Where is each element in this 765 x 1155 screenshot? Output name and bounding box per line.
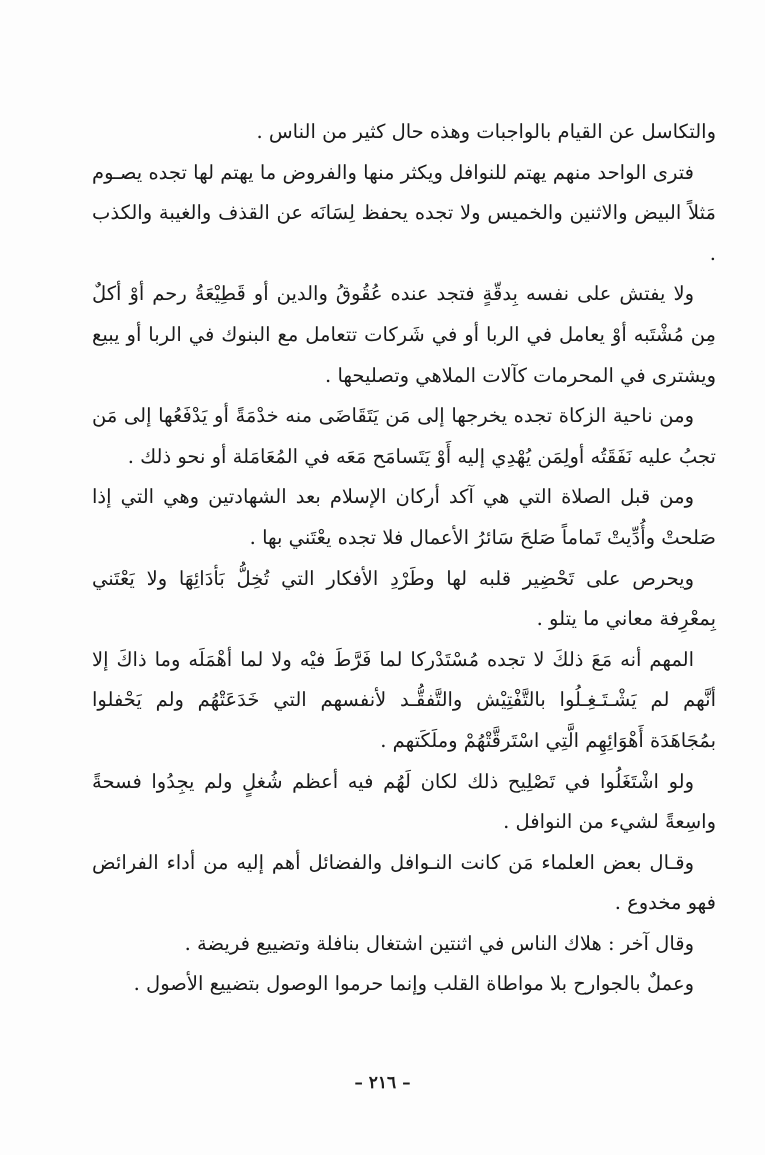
- paragraph: وقـال بعض العلماء مَن كانت النـوافل والفضائل أهم إليه من أداء الفرائض فهو مخدوع .: [92, 850, 716, 915]
- paragraph: ولا يفتش على نفسه بِدقّةٍ فتجد عنده عُقُوقُ والدين أو قَطِيْعَةُ رحم أوْ أكلٌ مِن مُشْتَبه أوْ يعامل في الربا أو في شَركات تتعامل مع البنوك في الربا أو يبيع ويشترى في المحرمات كآلات الملاهي وتصليحها .: [92, 282, 716, 387]
- paragraph: وقال آخر : هلاك الناس في اثنتين اشتغال بنافلة وتضييع فريضة .: [184, 931, 694, 955]
- paragraph: ولو اشْتَغَلُوا في تَصْلِيح ذلك لكان لَهُم فيه أعظم شُغلٍ ولم يجِدُوا فسحةً واسِعةً لشيء من النوافل .: [92, 769, 716, 834]
- paragraph: والتكاسل عن القيام بالواجبات وهذه حال كثير من الناس .: [256, 120, 716, 143]
- paragraph: وعملٌ بالجوارح بلا مواطاة القلب وإنما حرموا الوصول بتضييع الأصول .: [133, 972, 694, 996]
- paragraph: ومن قبل الصلاة التي هي آكد أركان الإسلام بعد الشهادتين وهي التي إذا صَلحتْ وأُدِّيتْ تَماماً صَلحَ سَائرُ الأعمال فلا تجده يعْتَني بها .: [92, 485, 716, 549]
- paragraph: ويحرص على تَحْضِير قلبه لها وطَرْدِ الأفكار التي تُخِلُّ بَأدَائِهَا ولا يَعْتَني بِمعْرِفة معاني ما يتلو .: [92, 566, 716, 631]
- page-number: – ٢١٦ –: [354, 1073, 411, 1093]
- paragraph: فترى الواحد منهم يهتم للنوافل ويكثر منها والفروض ما يهتم لها تجده يصـوم مَثلاً البيض والاثنين والخميس ولا تجده يحفظ لِسَانَه عن القذف والغيبة والكذب .: [92, 160, 716, 265]
- paragraph: ومن ناحية الزكاة تجده يخرجها إلى مَن يَتَقَاضَى منه خدْمَةً أو يَدْفَعُها إلى مَن تجبُ عليه نَفَقَتُه أولِمَن يُهْدِي إليه أَوْ يَتَسامَح مَعَه في المُعَامَلة أو نحو ذلك .: [92, 404, 716, 468]
- paragraph: المهم أنه مَعَ ذلكَ لا تجده مُسْتَدْركا لما فَرَّطَ فيْه ولا لما أهْمَلَه وما ذاكَ إلا أنَّهم لم يَشْـتَـغِـلُوا بالتَّفْتِيْش والتَّفقُّـد لأنفسهم التي خَدَعَتْهُم ولم يَحْفلوا بمُجَاهَدَة أَهْوَائِهِم الَّتِي اسْتَرقَّتْهُمْ وملَكَتهم .: [92, 647, 716, 752]
- body-text: [92, 112, 716, 1005]
